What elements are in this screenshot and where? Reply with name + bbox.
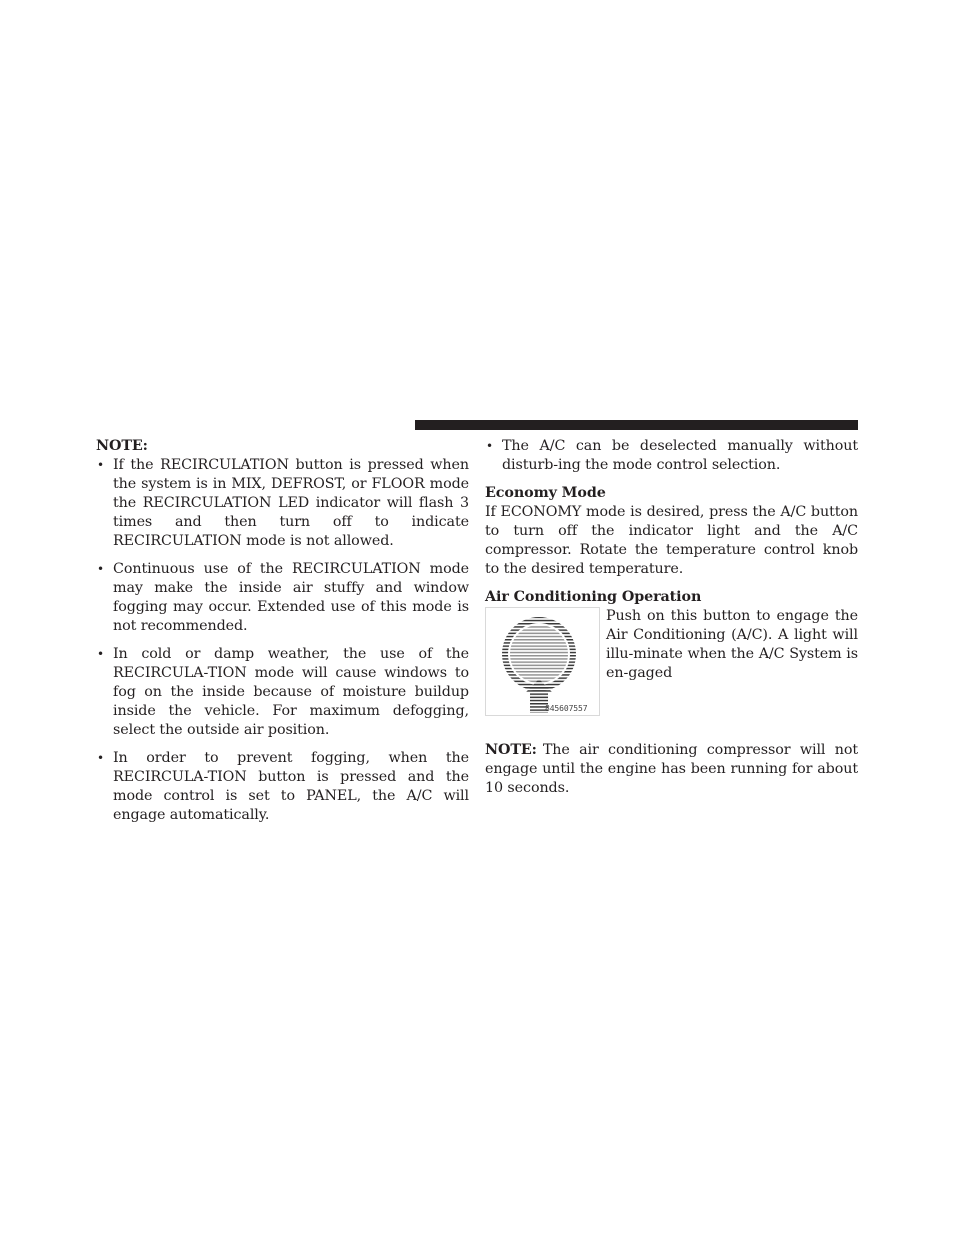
note-heading: NOTE: bbox=[96, 438, 148, 454]
economy-mode-heading: Economy Mode bbox=[485, 485, 606, 501]
ac-note bbox=[485, 741, 858, 798]
bullet-icon: • bbox=[97, 647, 104, 661]
left-column bbox=[96, 437, 469, 834]
ac-operation-text: Push on this button to engage the Air Conditioning (A/C). A light will illu-minate when the A/C System is en-gaged bbox=[606, 608, 858, 681]
ac-button-icon bbox=[485, 607, 600, 717]
bullet-icon: • bbox=[97, 751, 104, 765]
ac-note-text: The air conditioning compressor will not engage until the engine has been running for about 10 seconds. bbox=[485, 742, 858, 796]
ac-note-label: NOTE: bbox=[485, 742, 537, 758]
bullet-icon: • bbox=[97, 562, 104, 576]
image-code-label: 845607557 bbox=[545, 704, 588, 713]
header-rule bbox=[415, 420, 858, 430]
ac-operation-section bbox=[485, 607, 858, 728]
bullet-item: • In order to prevent fogging, when the RECIRCULA-TION button is pressed and the mode control is set to PANEL, the A/C will engage automatically. bbox=[97, 750, 469, 823]
right-column bbox=[485, 437, 858, 807]
bullet-item: • The A/C can be deselected manually without disturb-ing the mode control selection. bbox=[486, 438, 858, 473]
bullet-item: • Continuous use of the RECIRCULATION mode may make the inside air stuffy and window fogging may occur. Extended use of this mode is not recommended. bbox=[97, 561, 469, 634]
bullet-item: • If the RECIRCULATION button is pressed when the system is in MIX, DEFROST, or FLOOR mode the RECIRCULATION LED indicator will flash 3 times and then turn off to indicate RECIRCULATION mode is not allowed. bbox=[97, 457, 469, 549]
bullet-icon: • bbox=[97, 458, 104, 472]
note-bullet-list bbox=[96, 456, 469, 825]
ac-operation-heading: Air Conditioning Operation bbox=[485, 589, 702, 605]
economy-mode-text: If ECONOMY mode is desired, press the A/C button to turn off the indicator light and the A/C compressor. Rotate the temperature control knob to the desired temperature. bbox=[485, 504, 858, 577]
bullet-icon: • bbox=[486, 439, 493, 453]
bullet-item: • In cold or damp weather, the use of the RECIRCULA-TION mode will cause windows to fog on the inside because of moisture buildup inside the vehicle. For maximum defogging, select the outside air position. bbox=[97, 646, 469, 738]
continued-bullet-list bbox=[485, 437, 858, 475]
